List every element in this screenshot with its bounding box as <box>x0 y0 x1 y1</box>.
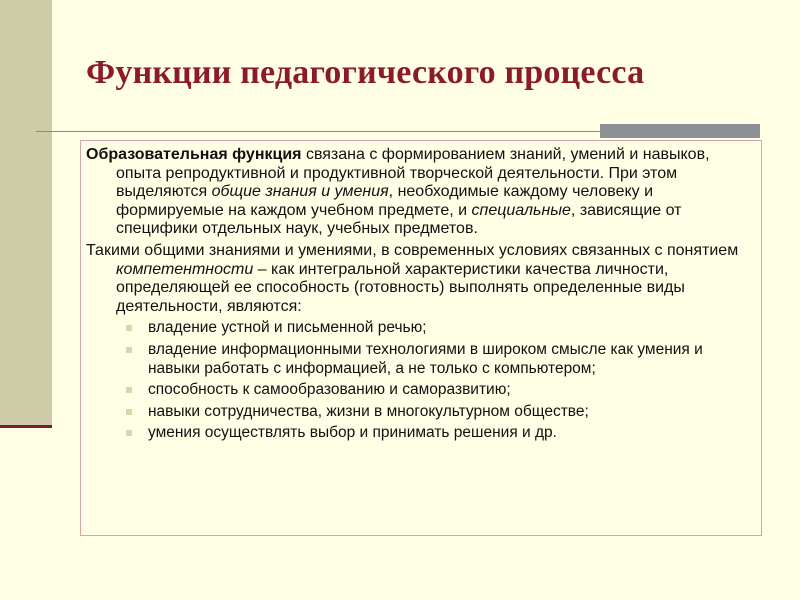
list-item <box>126 319 756 338</box>
square-bullet-icon <box>126 409 132 415</box>
bold-term: Образовательная функция <box>86 146 302 163</box>
list-item-text: владение информационными технологиями в широком смысле как умения и навыки работать с информацией, а не только с компьютером; <box>148 340 703 377</box>
para2-text-1: Такими общими знаниями и умениями, в современных условиях связанных с понятием <box>86 241 739 259</box>
list-item-text: владение устной и письменной речью; <box>148 319 427 337</box>
list-item <box>126 341 756 378</box>
competence-list <box>86 319 756 443</box>
paragraph-competence <box>86 242 756 316</box>
square-bullet-icon <box>126 347 132 353</box>
slide-body <box>86 146 756 446</box>
slide-title: Функции педагогического процесса <box>86 54 645 91</box>
list-item-text: умения осуществлять выбор и принимать решения и др. <box>148 424 557 442</box>
para1-text-1: связана с формированием знаний, умений и навыков, опыта репродуктивной и продуктивной творческой деятельности. При этом выделяются <box>116 146 710 201</box>
para1-text-3: , зависящие от специфики отдельных наук, учебных предметов. <box>116 201 682 238</box>
title-divider <box>36 131 636 132</box>
list-item <box>126 424 756 443</box>
italic-special: специальные <box>471 201 571 219</box>
paragraph-educational-function <box>86 146 756 239</box>
list-item-text: способность к самообразованию и саморазвитию; <box>148 381 511 399</box>
para1-text-2: , необходимые каждому человеку и формируемые на каждом учебном предмете, и <box>116 183 654 219</box>
list-item <box>126 381 756 400</box>
square-bullet-icon <box>126 325 132 331</box>
left-accent-line <box>0 425 52 428</box>
para2-text-2: – как интегральной характеристики качества личности, определяющей ее способность (готовность) выполнять определенные виды деятельности, являются: <box>116 260 685 315</box>
square-bullet-icon <box>126 387 132 393</box>
left-decor-band <box>0 0 52 425</box>
square-bullet-icon <box>126 430 132 436</box>
list-item-text: навыки сотрудничества, жизни в многокультурном обществе; <box>148 402 589 420</box>
italic-general-knowledge: общие знания и умения <box>211 183 389 201</box>
divider-gray-block <box>600 124 760 138</box>
italic-competence: компетентности <box>116 260 254 278</box>
list-item <box>126 403 756 422</box>
